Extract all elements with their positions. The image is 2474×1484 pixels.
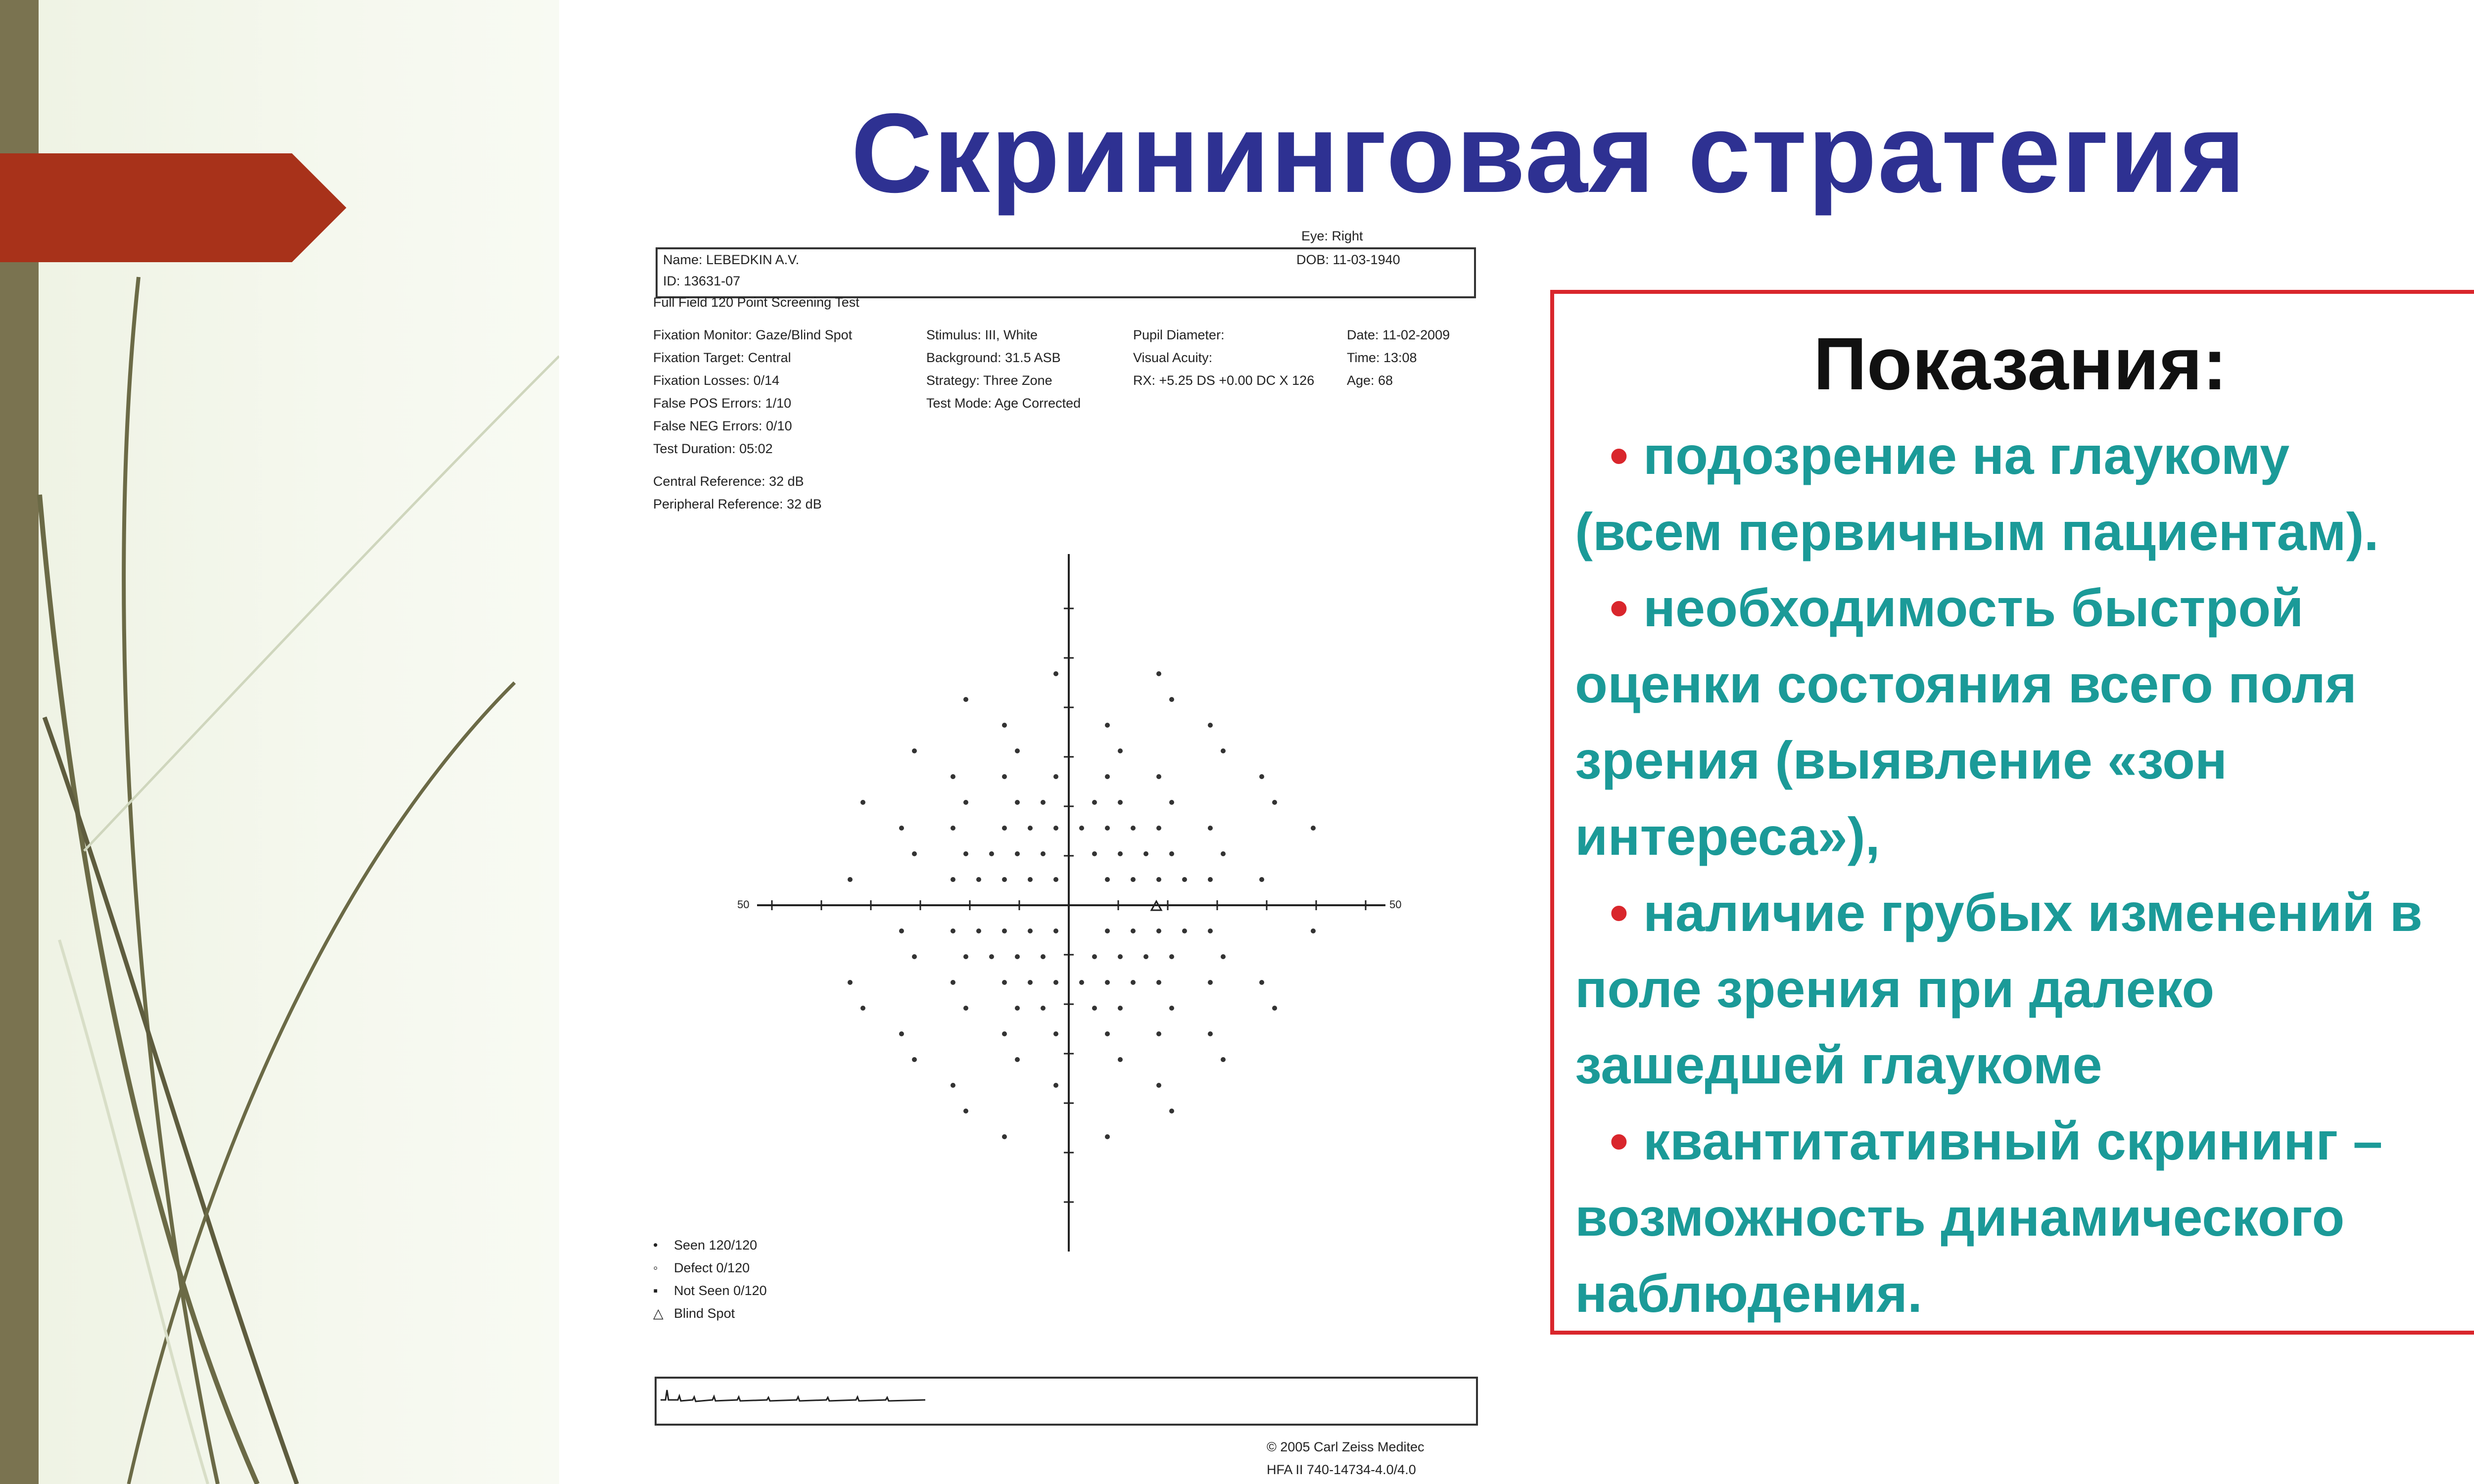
legend-not-seen: Not Seen 0/120 [674,1283,767,1298]
seen-point [899,1031,904,1036]
seen-point [1015,800,1020,805]
param-col2-0: Stimulus: III, White [926,327,1038,342]
patient-name: Name: LEBEDKIN A.V. [663,252,800,267]
indication-first-line: необходимость быстрой [1628,578,2304,638]
param-col2-3: Test Mode: Age Corrected [926,396,1081,411]
seen-point [1002,723,1007,728]
seen-point [1105,980,1110,985]
seen-point [1002,980,1007,985]
seen-point [1182,928,1187,933]
swoosh-line [84,356,559,851]
eye-label: Eye: Right [1301,229,1363,243]
seen-point [1156,928,1161,933]
indication-item [1575,570,2474,646]
seen-point [1131,826,1136,831]
indications-list [1575,417,2474,1332]
param-col4-1: Time: 13:08 [1347,350,1417,365]
axis-right-label: 50 [1389,898,1402,911]
seen-point [1028,928,1033,933]
seen-point [1169,697,1174,702]
seen-point [951,980,955,985]
seen-point [1053,671,1058,676]
legend-symbol-seen: • [653,1238,658,1252]
indication-first-line: подозрение на глаукому [1628,425,2290,485]
param-col3-0: Pupil Diameter: [1133,327,1225,342]
param-col1-4: False NEG Errors: 0/10 [653,418,792,433]
seen-point [1105,1031,1110,1036]
seen-point [1169,1006,1174,1011]
seen-point [1092,851,1097,856]
decorative-swooshes [0,0,559,1484]
seen-point [1118,851,1123,856]
seen-point [1015,954,1020,959]
seen-point [1053,774,1058,779]
seen-point [1221,1057,1226,1062]
seen-point [1221,748,1226,753]
seen-point [912,954,917,959]
seen-point [1156,877,1161,882]
seen-point [1156,774,1161,779]
seen-point [1156,980,1161,985]
indication-item [1575,417,2474,494]
seen-point [1092,800,1097,805]
param-col2-2: Strategy: Three Zone [926,373,1052,388]
seen-point [1259,774,1264,779]
seen-point [1208,826,1213,831]
seen-point [1015,1057,1020,1062]
param-col1-3: False POS Errors: 1/10 [653,396,792,411]
seen-point [1131,928,1136,933]
seen-point [963,954,968,959]
seen-point [1169,800,1174,805]
seen-point [1041,800,1046,805]
swoosh-line [124,277,218,1484]
seen-point [1053,826,1058,831]
visual-field-printout [648,223,1499,1484]
seen-point [963,800,968,805]
seen-point [1002,1134,1007,1139]
patient-id: ID: 13631-07 [663,274,741,288]
seen-point [1118,748,1123,753]
seen-point [1105,928,1110,933]
seen-point [1272,1006,1277,1011]
swoosh-line [45,717,297,1484]
visual-field-plot [648,223,1499,1484]
seen-point [1169,851,1174,856]
seen-point [1002,928,1007,933]
seen-point [1311,826,1316,831]
legend-blind-spot: Blind Spot [674,1306,735,1321]
seen-point [1041,1006,1046,1011]
seen-point [860,800,865,805]
seen-point [1143,851,1148,856]
indication-first-line: наличие грубых изменений в [1628,882,2423,942]
seen-point [860,1006,865,1011]
test-name: Full Field 120 Point Screening Test [653,295,859,310]
seen-point [1053,928,1058,933]
seen-point [1105,723,1110,728]
seen-point [1053,1031,1058,1036]
seen-point [951,928,955,933]
seen-point [1105,877,1110,882]
param-col4-2: Age: 68 [1347,373,1393,388]
seen-point [1131,877,1136,882]
legend-defect: Defect 0/120 [674,1260,750,1275]
seen-point [1015,851,1020,856]
seen-point [1259,877,1264,882]
seen-point [1143,954,1148,959]
param-col4-0: Date: 11-02-2009 [1347,327,1450,342]
bullet-icon: • [1610,1111,1628,1171]
seen-point [1182,877,1187,882]
seen-point [1053,1083,1058,1088]
peripheral-reference: Peripheral Reference: 32 dB [653,497,822,511]
seen-point [899,928,904,933]
seen-point [1208,877,1213,882]
indication-rest: оценки состояния всего поля зрения (выявление «зон интереса»), [1575,654,2357,866]
seen-point [1118,800,1123,805]
param-col3-1: Visual Acuity: [1133,350,1213,365]
seen-point [963,1109,968,1113]
seen-point [1118,954,1123,959]
seen-point [1156,826,1161,831]
seen-point [1092,1006,1097,1011]
indication-rest: поле зрения при далеко зашедшей глаукоме [1575,959,2215,1095]
indications-box [1550,290,2474,1335]
axis-left-label: 50 [737,898,750,911]
seen-point [1221,954,1226,959]
seen-point [1015,748,1020,753]
arrow-shape [0,153,346,262]
indication-first-line: квантитативный скрининг – [1628,1111,2383,1171]
seen-point [1015,1006,1020,1011]
seen-point [1208,723,1213,728]
seen-point [1156,671,1161,676]
swoosh-line [40,495,257,1484]
seen-point [951,826,955,831]
seen-point [1053,877,1058,882]
seen-point [1079,980,1084,985]
seen-point [1156,1031,1161,1036]
strip-chart-trace [661,1390,925,1401]
seen-point [976,928,981,933]
param-col3-2: RX: +5.25 DS +0.00 DC X 126 [1133,373,1315,388]
param-col1-5: Test Duration: 05:02 [653,441,773,456]
legend-symbol-blind-spot: △ [653,1306,664,1321]
seen-point [1259,980,1264,985]
seen-point [1311,928,1316,933]
seen-point [1131,980,1136,985]
footer-model: HFA II 740-14734-4.0/4.0 [1267,1462,1416,1477]
seen-point [1002,826,1007,831]
seen-point [1028,980,1033,985]
footer-copyright: © 2005 Carl Zeiss Meditec [1267,1439,1425,1454]
seen-point [963,697,968,702]
seen-point [1118,1057,1123,1062]
bullet-icon: • [1610,882,1628,942]
seen-point [912,748,917,753]
seen-point [963,851,968,856]
legend-symbol-not-seen: ▪ [653,1283,658,1298]
swoosh-line [59,940,208,1484]
seen-point [1169,1109,1174,1113]
param-col2-1: Background: 31.5 ASB [926,350,1061,365]
slide-title: Скрининговая стратегия [851,91,2247,216]
legend-seen: Seen 120/120 [674,1238,758,1252]
seen-point [1105,774,1110,779]
seen-point [1028,877,1033,882]
seen-point [1002,877,1007,882]
seen-point [848,980,853,985]
seen-point [899,826,904,831]
seen-point [989,851,994,856]
seen-point [1272,800,1277,805]
seen-point [1105,826,1110,831]
seen-point [1079,826,1084,831]
seen-point [951,774,955,779]
seen-point [1041,851,1046,856]
seen-point [976,877,981,882]
seen-point [989,954,994,959]
seen-point [1105,1134,1110,1139]
seen-point [1053,980,1058,985]
bullet-icon: • [1610,578,1628,638]
seen-point [912,851,917,856]
patient-dob: DOB: 11-03-1940 [1296,252,1400,267]
seen-point [1221,851,1226,856]
seen-point [1028,826,1033,831]
seen-point [951,877,955,882]
seen-point [1092,954,1097,959]
seen-point [1156,1083,1161,1088]
seen-point [1002,774,1007,779]
swoosh-line [129,683,515,1484]
seen-point [1002,1031,1007,1036]
seen-point [1208,1031,1213,1036]
seen-point [951,1083,955,1088]
seen-point [1169,954,1174,959]
indication-rest: возможность динамического наблюдения. [1575,1187,2345,1323]
param-col1-0: Fixation Monitor: Gaze/Blind Spot [653,327,853,342]
seen-point [1041,954,1046,959]
indications-title: Показания: [1813,322,2228,405]
bullet-icon: • [1610,425,1628,485]
param-col1-1: Fixation Target: Central [653,350,791,365]
central-reference: Central Reference: 32 dB [653,474,804,489]
seen-point [1208,928,1213,933]
indication-item [1575,1103,2474,1179]
indication-rest: (всем первичным пациентам). [1575,502,2379,561]
seen-point [912,1057,917,1062]
seen-point [963,1006,968,1011]
param-col1-2: Fixation Losses: 0/14 [653,373,780,388]
seen-point [848,877,853,882]
indication-item [1575,875,2474,951]
seen-point [1118,1006,1123,1011]
seen-point [1208,980,1213,985]
legend-symbol-defect: ◦ [653,1260,658,1275]
